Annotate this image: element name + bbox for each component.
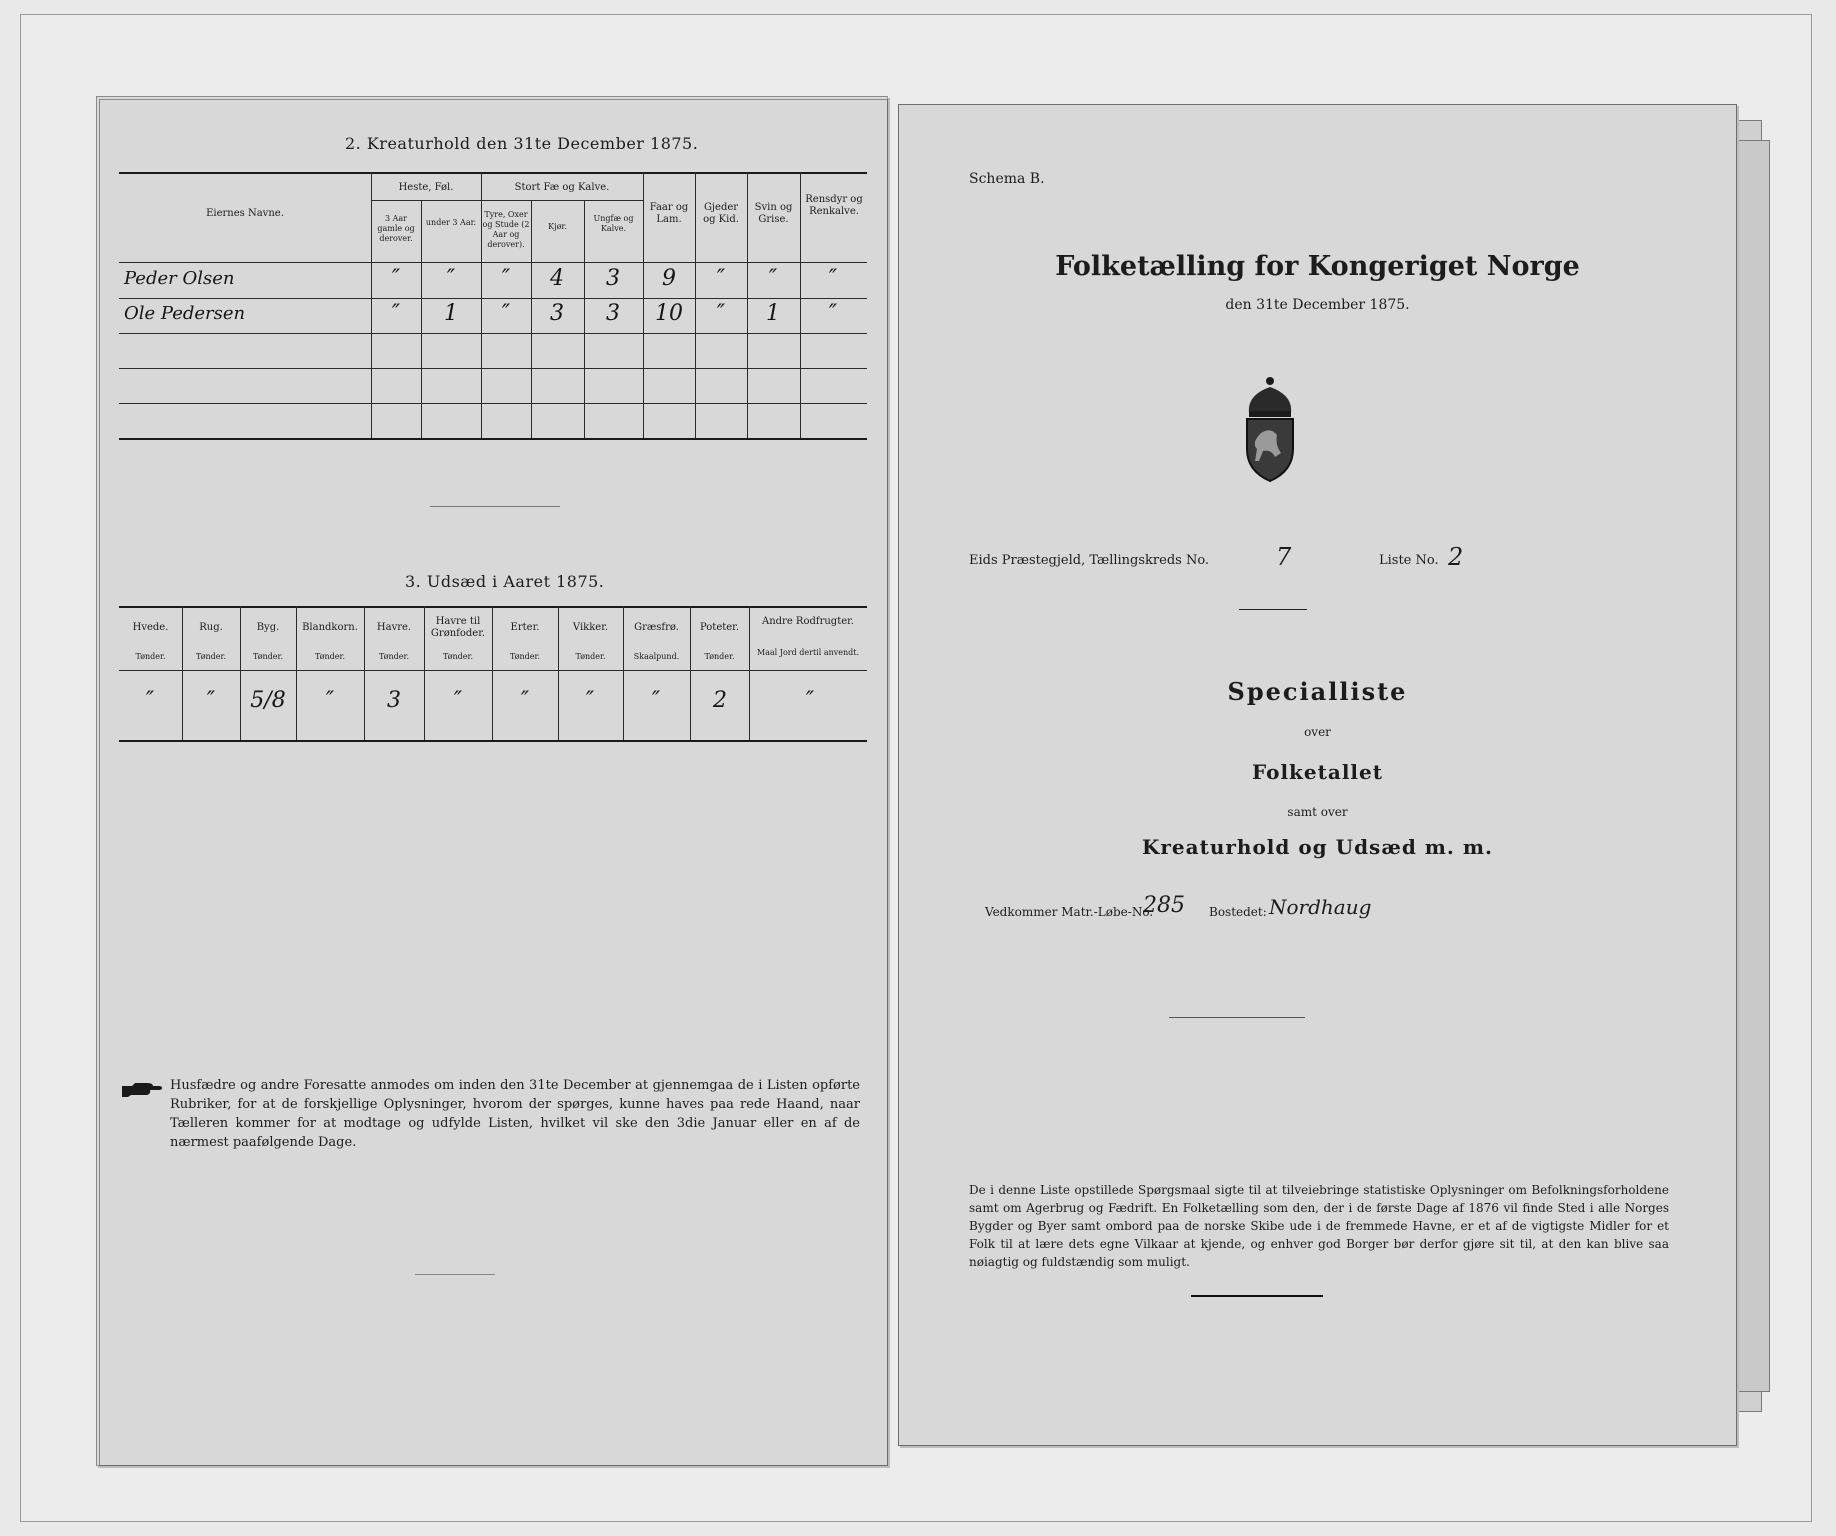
table-cell: 5/8 bbox=[250, 688, 286, 713]
section-separator bbox=[430, 506, 560, 507]
table-cell: ″ bbox=[325, 688, 335, 713]
table-cell: ″ bbox=[716, 301, 726, 326]
table-cell: ″ bbox=[501, 266, 511, 291]
hdr-crop: Hvede. bbox=[132, 622, 169, 633]
col-rule bbox=[371, 172, 372, 438]
table2-row-rule bbox=[119, 403, 867, 404]
hdr-crop: Rug. bbox=[199, 622, 223, 633]
hdr-unit: Tønder. bbox=[704, 652, 735, 661]
table-cell: ″ bbox=[453, 688, 463, 713]
hdr-reindeer: Rensdyr og Renkalve. bbox=[805, 194, 863, 217]
footer-text: De i denne Liste opstillede Spørgsmaal sigte til at tilveiebringe statistiske Oplysninger om Befolkningsforholdene samt om Agerbrug og Fædrift. En Folketælling som den, der i de første Dage af 1876 vil finde Sted i alle Norges Bygder og Byer samt ombord paa de norske Skibe ude i de fremmede Havne, er et af de vigtigste Midler for et Folk til at lære dets egne Vilkaar at kjende, og enhver god Borger bør derfor gjøre sit til, at den kan blive saa nøiagtig og fuldstændig som muligt. bbox=[969, 1183, 1669, 1269]
table-cell: ″ bbox=[768, 266, 778, 291]
hdr-sheep: Faar og Lam. bbox=[649, 202, 689, 225]
list-label: Liste No. bbox=[1379, 553, 1439, 568]
hdr-crop: Poteter. bbox=[699, 622, 740, 633]
hdr-crop: Erter. bbox=[510, 622, 540, 633]
bosted-value: Nordhaug bbox=[1269, 895, 1372, 919]
bosted-label: Bostedet: bbox=[1209, 905, 1267, 919]
table-cell: ″ bbox=[391, 301, 401, 326]
footer-rule bbox=[1191, 1295, 1323, 1297]
col-rule bbox=[531, 200, 532, 438]
table2-bottom-rule bbox=[119, 438, 867, 440]
hdr-crop: Græsfrø. bbox=[634, 622, 679, 633]
list-number: 2 bbox=[1448, 543, 1464, 571]
table-cell: ″ bbox=[206, 688, 216, 713]
table-cell: 3 bbox=[606, 301, 620, 326]
hdr-cattle: Stort Fæ og Kalve. bbox=[514, 182, 610, 193]
hdr-pigs: Svin og Grise. bbox=[754, 202, 793, 225]
table2-row-rule bbox=[119, 333, 867, 334]
hdr-cattle-sub2: Kjør. bbox=[548, 222, 567, 231]
hdr-cattle-sub1: Tyre, Oxer og Stude (2 Aar og derover). bbox=[482, 210, 530, 249]
document-title: Folketælling for Kongeriget Norge bbox=[1055, 251, 1580, 282]
col-rule bbox=[643, 172, 644, 438]
hdr-cattle-sub3: Ungfæ og Kalve. bbox=[593, 214, 634, 233]
col-rule bbox=[800, 172, 801, 438]
table-cell: 1 bbox=[766, 301, 780, 326]
right-page bbox=[898, 104, 1737, 1446]
table-cell: 1 bbox=[444, 301, 458, 326]
section2-title: 2. Kreaturhold den 31te December 1875. bbox=[345, 134, 699, 153]
col-rule bbox=[584, 200, 585, 438]
table2-top-rule bbox=[119, 172, 867, 174]
table-cell: 10 bbox=[655, 301, 683, 326]
hdr-unit: Skaalpund. bbox=[633, 652, 680, 661]
table3-top-rule bbox=[119, 606, 867, 608]
notice-text: Husfædre og andre Foresatte anmodes om inden den 31te December at gjennemgaa de i Listen opførte Rubriker, for at de forskjellige Oplysninger, hvorom der spørges, kunne haves paa rede Haand, naar Tælleren kommer for at modtage og udfylde Listen, hvilket vil ske den 3die Januar eller en af de nærmest paafølgende Dage. bbox=[170, 1078, 860, 1150]
hdr-crop: Blandkorn. bbox=[302, 622, 358, 633]
table-cell: ″ bbox=[145, 688, 155, 713]
parish-label: Eids Præstegjeld, Tællingskreds No. bbox=[969, 553, 1210, 568]
table-cell: ″ bbox=[828, 266, 838, 291]
norway-coat-of-arms-icon bbox=[1239, 375, 1301, 487]
hdr-unit: Tønder. bbox=[135, 652, 166, 661]
hdr-crop: Havre. bbox=[376, 622, 412, 633]
hdr-crop: Byg. bbox=[256, 622, 280, 633]
left-page bbox=[96, 96, 888, 1466]
divider-rule bbox=[1239, 609, 1307, 610]
matr-number: 285 bbox=[1143, 893, 1185, 918]
col-rule bbox=[747, 172, 748, 438]
table-cell: ″ bbox=[828, 301, 838, 326]
hdr-crop: Havre til Grønfoder. bbox=[430, 616, 486, 639]
table-cell: ″ bbox=[391, 266, 401, 291]
folketallet-heading: Folketallet bbox=[1252, 760, 1383, 784]
divider-rule bbox=[1169, 1017, 1305, 1018]
specialliste-heading: Specialliste bbox=[1227, 677, 1408, 706]
table-cell: ″ bbox=[651, 688, 661, 713]
table-cell: 4 bbox=[550, 266, 564, 291]
hdr-goats: Gjeder og Kid. bbox=[703, 202, 739, 225]
hdr-unit: Maal Jord dertil anvendt. bbox=[756, 648, 860, 657]
hdr-horses: Heste, Føl. bbox=[398, 182, 454, 193]
table-cell: ″ bbox=[520, 688, 530, 713]
table2-row-rule bbox=[119, 298, 867, 299]
pointing-hand-icon bbox=[120, 1080, 162, 1100]
hdr-horses-sub1: 3 Aar gamle og derover. bbox=[377, 214, 415, 243]
table2-head-rule bbox=[119, 262, 867, 263]
table2-subhead-rule bbox=[371, 200, 643, 201]
document-date: den 31te December 1875. bbox=[1225, 297, 1410, 313]
table3-bottom-rule bbox=[119, 740, 867, 742]
table-cell: ″ bbox=[501, 301, 511, 326]
table2-row-rule bbox=[119, 368, 867, 369]
table-cell: 3 bbox=[606, 266, 620, 291]
hdr-unit: Tønder. bbox=[575, 652, 606, 661]
samt-over-label: samt over bbox=[1287, 805, 1348, 819]
table-cell: ″ bbox=[585, 688, 595, 713]
hdr-crop: Vikker. bbox=[572, 622, 609, 633]
schema-label: Schema B. bbox=[969, 171, 1045, 187]
hdr-crop: Andre Rodfrugter. bbox=[761, 616, 854, 627]
hdr-horses-sub2: under 3 Aar. bbox=[425, 218, 477, 227]
owner-name: Ole Pedersen bbox=[124, 303, 246, 324]
table3-head-rule bbox=[119, 670, 867, 671]
col-rule bbox=[695, 172, 696, 438]
district-number: 7 bbox=[1276, 543, 1292, 571]
bottom-rule bbox=[415, 1274, 495, 1275]
hdr-unit: Tønder. bbox=[314, 652, 346, 661]
table-cell: 3 bbox=[550, 301, 564, 326]
table-cell: ″ bbox=[716, 266, 726, 291]
col-rule bbox=[421, 200, 422, 438]
hdr-owner: Eiernes Navne. bbox=[206, 208, 284, 219]
hdr-unit: Tønder. bbox=[195, 652, 227, 661]
over-label: over bbox=[1304, 725, 1331, 739]
table-cell: 9 bbox=[662, 266, 676, 291]
table-cell: ″ bbox=[805, 688, 815, 713]
section3-title: 3. Udsæd i Aaret 1875. bbox=[405, 572, 605, 591]
table-cell: ″ bbox=[446, 266, 456, 291]
table-cell: 3 bbox=[387, 688, 401, 713]
hdr-unit: Tønder. bbox=[509, 652, 541, 661]
matr-label: Vedkommer Matr.-Løbe-No. bbox=[985, 905, 1154, 919]
hdr-unit: Tønder. bbox=[442, 652, 474, 661]
hdr-unit: Tønder. bbox=[252, 652, 284, 661]
kreaturhold-heading: Kreaturhold og Udsæd m. m. bbox=[1142, 835, 1493, 859]
table-cell: 2 bbox=[713, 688, 727, 713]
hdr-unit: Tønder. bbox=[378, 652, 410, 661]
owner-name: Peder Olsen bbox=[124, 268, 235, 289]
